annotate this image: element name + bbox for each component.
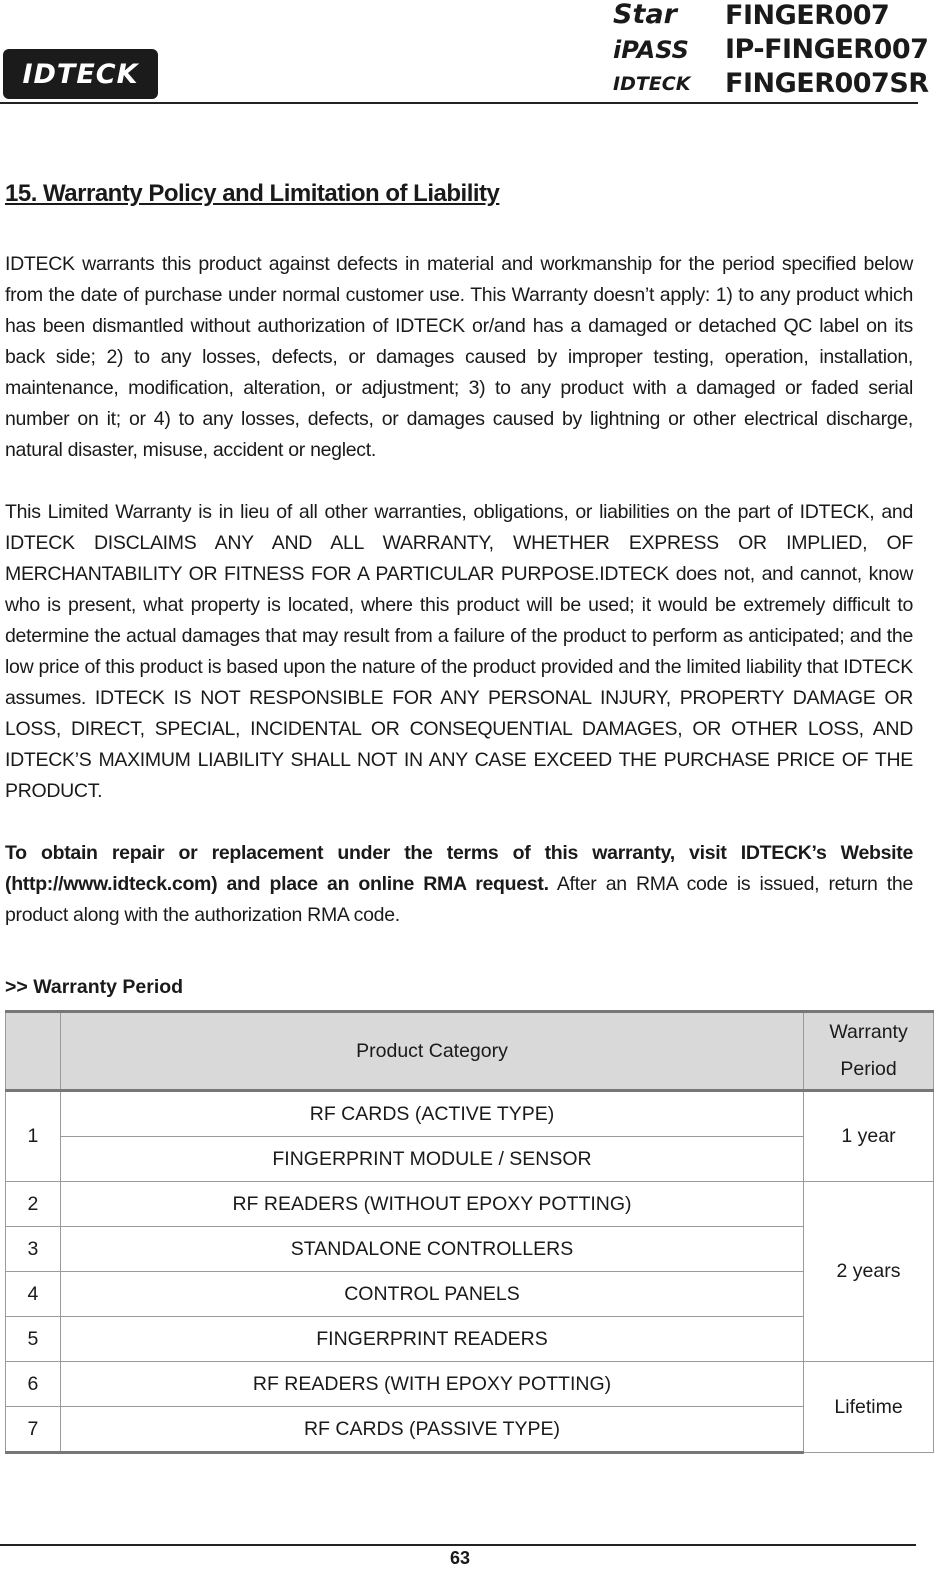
table-row (6, 1227, 934, 1272)
row-category: FINGERPRINT MODULE / SENSOR (60, 1137, 803, 1182)
header-num (6, 1012, 61, 1091)
row-num: 7 (6, 1407, 61, 1453)
row-num: 2 (6, 1182, 61, 1227)
page-number: 63 (449, 1548, 471, 1568)
model-ip-finger007: IP-FINGER007 (725, 34, 929, 65)
row-category: RF CARDS (ACTIVE TYPE) (60, 1091, 803, 1137)
rma-paragraph (5, 838, 913, 931)
header-warranty-period (804, 1012, 934, 1091)
star-brand-mark: Star (613, 0, 677, 30)
table-row (6, 1272, 934, 1317)
row-category: RF CARDS (PASSIVE TYPE) (60, 1407, 803, 1453)
table-row (6, 1137, 934, 1182)
row-category: FINGERPRINT READERS (60, 1317, 803, 1362)
row-num: 1 (6, 1091, 61, 1182)
product-line-ipass (613, 34, 933, 66)
row-category: RF READERS (WITH EPOXY POTTING) (60, 1362, 803, 1407)
table-row (6, 1182, 934, 1227)
row-period: 2 years (804, 1182, 934, 1362)
ipass-brand-mark: iPASS (613, 36, 689, 64)
row-period: Lifetime (804, 1362, 934, 1453)
warranty-period-table (5, 1010, 934, 1454)
row-category: RF READERS (WITHOUT EPOXY POTTING) (60, 1182, 803, 1227)
row-category: CONTROL PANELS (60, 1272, 803, 1317)
model-finger007sr: FINGER007SR (725, 68, 929, 99)
header-divider (0, 102, 918, 104)
table-row (6, 1362, 934, 1407)
header-product-category: Product Category (60, 1012, 803, 1091)
row-num: 3 (6, 1227, 61, 1272)
rma-return-note: After an RMA code is issued, return the product along with the authorization RMA code. (5, 873, 913, 926)
idteck-brand-mark: IDTECK (613, 73, 691, 95)
warranty-paragraph: IDTECK warrants this product against defects in material and workmanship for the period specified below from the date of purchase under normal customer use. This Warranty doesn’t apply: 1) to any product which has been dismantled without authorization of IDTECK or/and has a damaged or detached QC label on its back side; 2) to any losses, defects, or damages caused by improper testing, operation, installation, maintenance, modification, alteration, or adjustment; 3) to any product with a damaged or faded serial number on it; or 4) to any losses, defects, or damages caused by lightning or other electrical discharge, natural disaster, misuse, accident or neglect. (5, 253, 913, 461)
header-period-line2: Period (840, 1058, 897, 1080)
limitation-paragraph: This Limited Warranty is in lieu of all other warranties, obligations, or liabilities on the part of IDTECK, and IDTECK DISCLAIMS ANY AND ALL WARRANTY, WHETHER EXPRESS OR IMPLIED, OF MERCHANTABILITY OR FITNESS FOR A PARTICULAR PURPOSE.IDTECK does not, and cannot, know who is present, what property is located, where this product will be used; it would be extremely difficult to determine the actual damages that may result from a failure of the product to perform as anticipated; and the low price of this product is based upon the nature of the product provided and the limited liability that IDTECK assumes. IDTECK IS NOT RESPONSIBLE FOR ANY PERSONAL INJURY, PROPERTY DAMAGE OR LOSS, DIRECT, SPECIAL, INCIDENTAL OR CONSEQUENTIAL DAMAGES, OR OTHER LOSS, AND IDTECK’S MAXIMUM LIABILITY SHALL NOT IN ANY CASE EXCEED THE PURCHASE PRICE OF THE PRODUCT. (5, 501, 913, 802)
footer-divider (0, 1544, 916, 1546)
warranty-period-title: >> Warranty Period (5, 976, 184, 998)
row-num: 4 (6, 1272, 61, 1317)
logo-text: IDTECK (22, 58, 139, 90)
product-line-star (613, 0, 933, 32)
row-num: 5 (6, 1317, 61, 1362)
page-header (0, 0, 946, 106)
row-period: 1 year (804, 1091, 934, 1182)
row-num: 6 (6, 1362, 61, 1407)
row-category: STANDALONE CONTROLLERS (60, 1227, 803, 1272)
product-line-idteck (613, 68, 933, 100)
section-content (5, 170, 913, 962)
section-title: 15. Warranty Policy and Limitation of Liability (5, 180, 500, 207)
table-row (6, 1317, 934, 1362)
rma-instructions: To obtain repair or replacement under the terms of this warranty, visit IDTECK’s Website (http://www.idteck.com) and place an online RMA request. (5, 842, 913, 895)
header-period-line1: Warranty (829, 1021, 908, 1043)
table-header-row (6, 1012, 934, 1091)
table-row (6, 1407, 934, 1453)
model-finger007: FINGER007 (725, 0, 890, 31)
table-row (6, 1091, 934, 1137)
idteck-logo (3, 49, 158, 99)
